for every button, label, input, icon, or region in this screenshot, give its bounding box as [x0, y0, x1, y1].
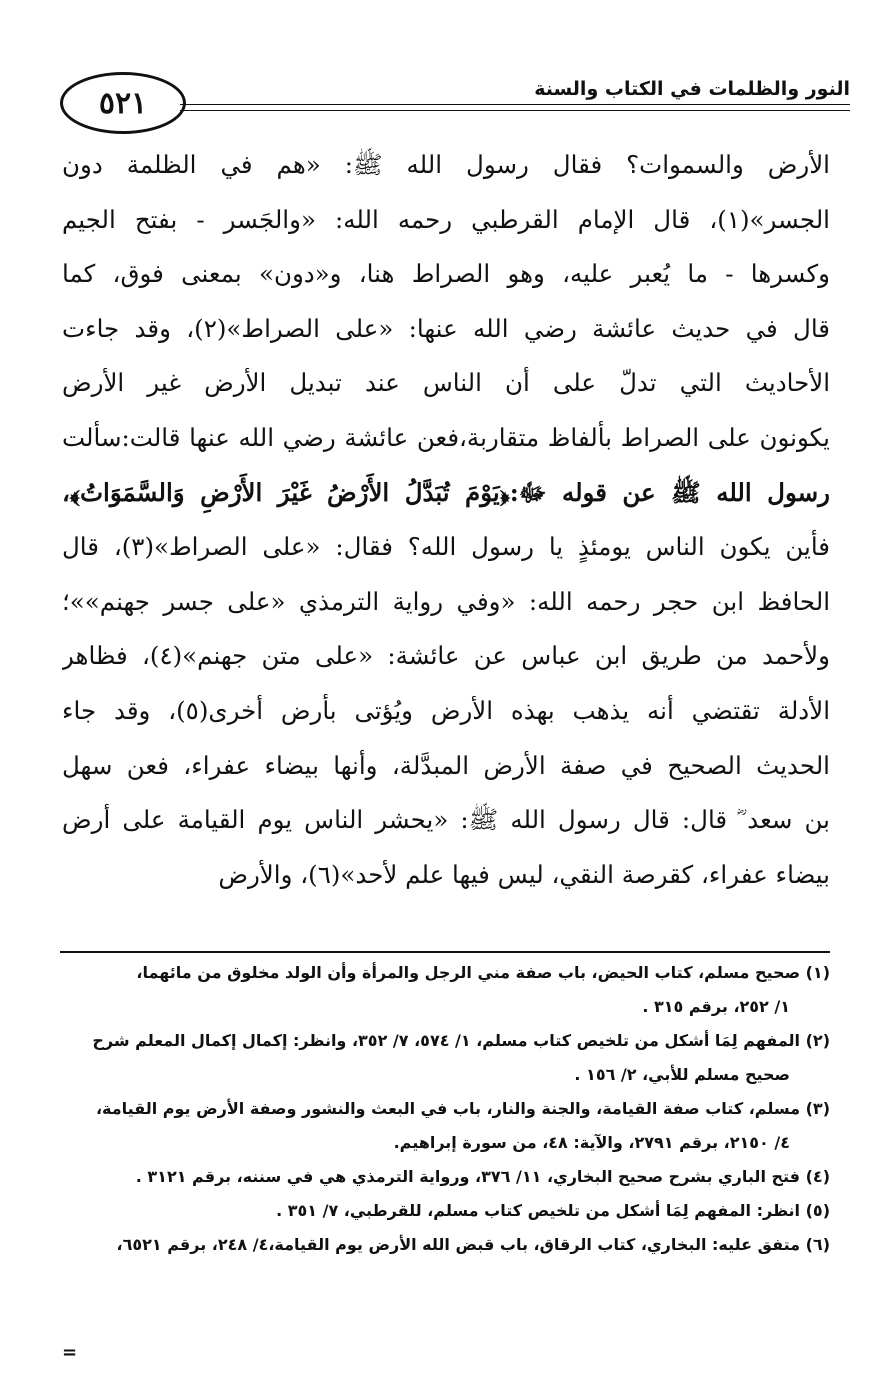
- page-number: ٥٢١: [60, 72, 186, 134]
- footnote-line: (٦) متفق عليه: البخاري، كتاب الرقاق، باب قبض الله الأرض يوم القيامة،٤/ ٢٤٨، برقم ٦٥٢١،: [116, 1235, 830, 1254]
- body-line: بن سعد ؓ قال: قال رسول الله ﷺ: «يحشر الناس يوم القيامة على أرض: [62, 805, 830, 835]
- body-line: الحديث الصحيح في صفة الأرض المبدَّلة، وأنها بيضاء عفراء، فعن سهل: [62, 750, 830, 780]
- body-line: الأدلة تقتضي أنه يذهب بهذه الأرض ويُؤتى بأرض أخرى(٥)، وقد جاء: [62, 695, 830, 725]
- body-text: [62, 138, 830, 902]
- body-line: ولأحمد من طريق ابن عباس عن عائشة: «على متن جهنم»(٤)، فظاهر: [62, 641, 830, 671]
- body-line: الأرض والسموات؟ فقال رسول الله ﷺ: «هم في الظلمة دون: [62, 150, 830, 179]
- body-line: يكونون على الصراط بألفاظ متقاربة،فعن عائشة رضي الله عنها قالت:سألت: [62, 422, 830, 452]
- body-line: الحافظ ابن حجر رحمه الله: «وفي رواية الترمذي «على جسر جهنم»»؛: [62, 586, 830, 616]
- footnote-line: ٤/ ٢١٥٠، برقم ٢٧٩١، والآية: ٤٨، من سورة إبراهيم.: [393, 1133, 790, 1152]
- footnote-line: صحيح مسلم للأبي، ٢/ ١٥٦ .: [574, 1065, 790, 1084]
- body-line: وكسرها - ما يُعبر عليه، وهو الصراط هنا، و«دون» بمعنى فوق، كما: [62, 259, 830, 289]
- body-line: الجسر»(١)، قال الإمام القرطبي رحمه الله: «والجَسر - بفتح الجيم: [62, 204, 830, 234]
- body-line: فأين يكون الناس يومئذٍ يا رسول الله؟ فقال: «على الصراط»(٣)، قال: [62, 532, 830, 562]
- header-rule: [180, 104, 850, 111]
- body-line-quran: رسول الله ﷺ عن قوله ﷻ:﴿يَوْمَ تُبَدَّلُ الأَرْضُ غَيْرَ الأَرْضِ وَالسَّمَوَاتُ﴾،: [62, 477, 830, 507]
- footnote-separator: [60, 951, 830, 953]
- running-title: النور والظلمات في الكتاب والسنة: [534, 78, 850, 100]
- footnote-line: (٤) فتح الباري بشرح صحيح البخاري، ١١/ ٣٧٦، ورواية الترمذي هي في سننه، برقم ٣١٢١ .: [135, 1167, 830, 1186]
- body-line: قال في حديث عائشة رضي الله عنها: «على الصراط»(٢)، وقد جاءت: [62, 313, 830, 343]
- continuation-mark: =: [62, 1342, 78, 1363]
- footnote-line: (١) صحيح مسلم، كتاب الحيض، باب صفة مني الرجل والمرأة وأن الولد مخلوق من مائهما،: [136, 963, 830, 982]
- body-line: بيضاء عفراء، كقرصة النقي، ليس فيها علم لأحد»(٦)، والأرض: [218, 859, 830, 889]
- footnotes: [60, 956, 830, 1262]
- footnote-line: (٥) انظر: المفهم لِمَا أشكل من تلخيص كتاب مسلم، للقرطبي، ٧/ ٣٥١ .: [276, 1201, 830, 1220]
- footnote-line: (٢) المفهم لِمَا أشكل من تلخيص كتاب مسلم، ١/ ٥٧٤، ٧/ ٣٥٢، وانظر: إكمال إكمال المعلم شرح: [92, 1031, 830, 1050]
- page-header: [60, 72, 850, 134]
- footnote-line: ١/ ٢٥٢، برقم ٣١٥ .: [642, 997, 790, 1016]
- footnote-line: (٣) مسلم، كتاب صفة القيامة، والجنة والنار، باب في البعث والنشور وصفة الأرض يوم القيامة،: [95, 1099, 830, 1118]
- body-line: الأحاديث التي تدلّ على أن الناس عند تبديل الأرض غير الأرض: [62, 368, 830, 398]
